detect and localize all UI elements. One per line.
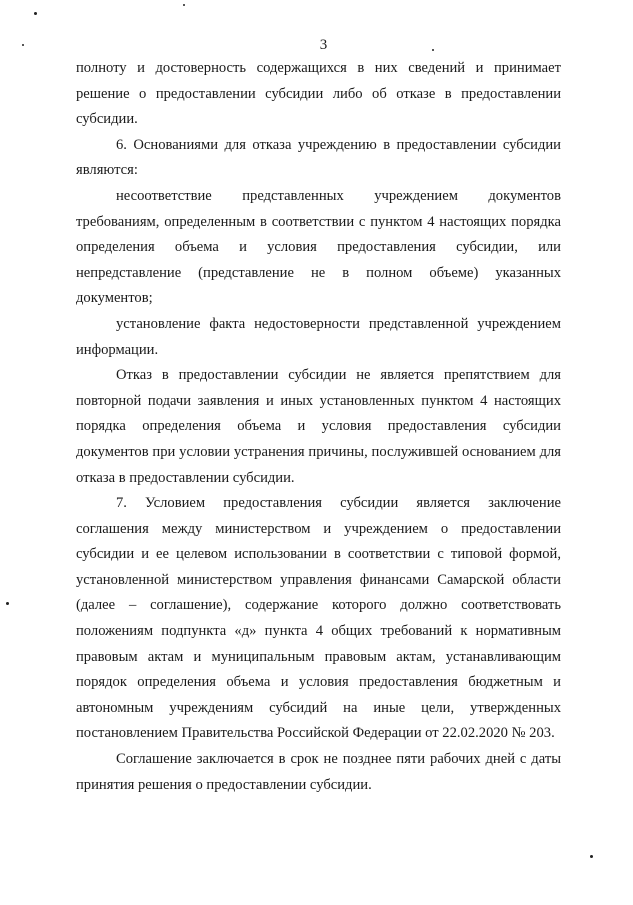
scan-speck <box>183 4 185 6</box>
paragraph-agreement-term: Соглашение заключается в срок не позднее пяти рабочих дней с даты принятия решения о предоставлении субсидии. <box>76 751 561 793</box>
paragraph-item-7: 7. Условием предоставления субсидии является заключение соглашения между министерством и учреждением о предоставлении субсидии и ее целевом использовании в соответствии с типовой формой, установленной министерством управления финансами Самарской области (далее – соглашение), содержание которого должно соответствовать положениям подпункта «д» пункта 4 общих требований к нормативным правовым актам и муниципальным правовым актам, устанавливающим порядок определения объема и условия предоставления бюджетным и автономным учреждениям субсидий на иные цели, утвержденных постановлением Правительства Российской Федерации от 22.02.2020 № 203. <box>76 495 561 742</box>
paragraph-continuation: полноту и достоверность содержащихся в них сведений и принимает решение о предоставлении субсидии либо об отказе в предоставлении субсидии. <box>76 60 561 128</box>
paragraph-reason-1: несоответствие представленных учреждением документов требованиям, определенным в соответствии с пунктом 4 настоящих порядка определения объема и условия предоставления субсидии, или непредставление (представление не в полном объеме) указанных документов; <box>76 187 561 307</box>
document-body <box>76 56 561 798</box>
paragraph-item-6: 6. Основаниями для отказа учреждению в предоставлении субсидии являются: <box>76 136 561 179</box>
scan-speck <box>432 49 434 51</box>
scan-speck <box>22 44 24 46</box>
paragraph-refusal-note: Отказ в предоставлении субсидии не является препятствием для повторной подачи заявления и иных установленных пунктом 4 настоящих порядка определения объема и условия предоставления субсидии документов при условии устранения причины, послужившей основанием для отказа в предоставлении субсидии. <box>76 367 561 486</box>
scan-speck <box>590 855 593 858</box>
paragraph-reason-2: установление факта недостоверности представленной учреждением информации. <box>76 315 561 358</box>
scan-speck <box>34 12 37 15</box>
page-number: 3 <box>319 37 328 53</box>
scan-speck <box>6 602 9 605</box>
